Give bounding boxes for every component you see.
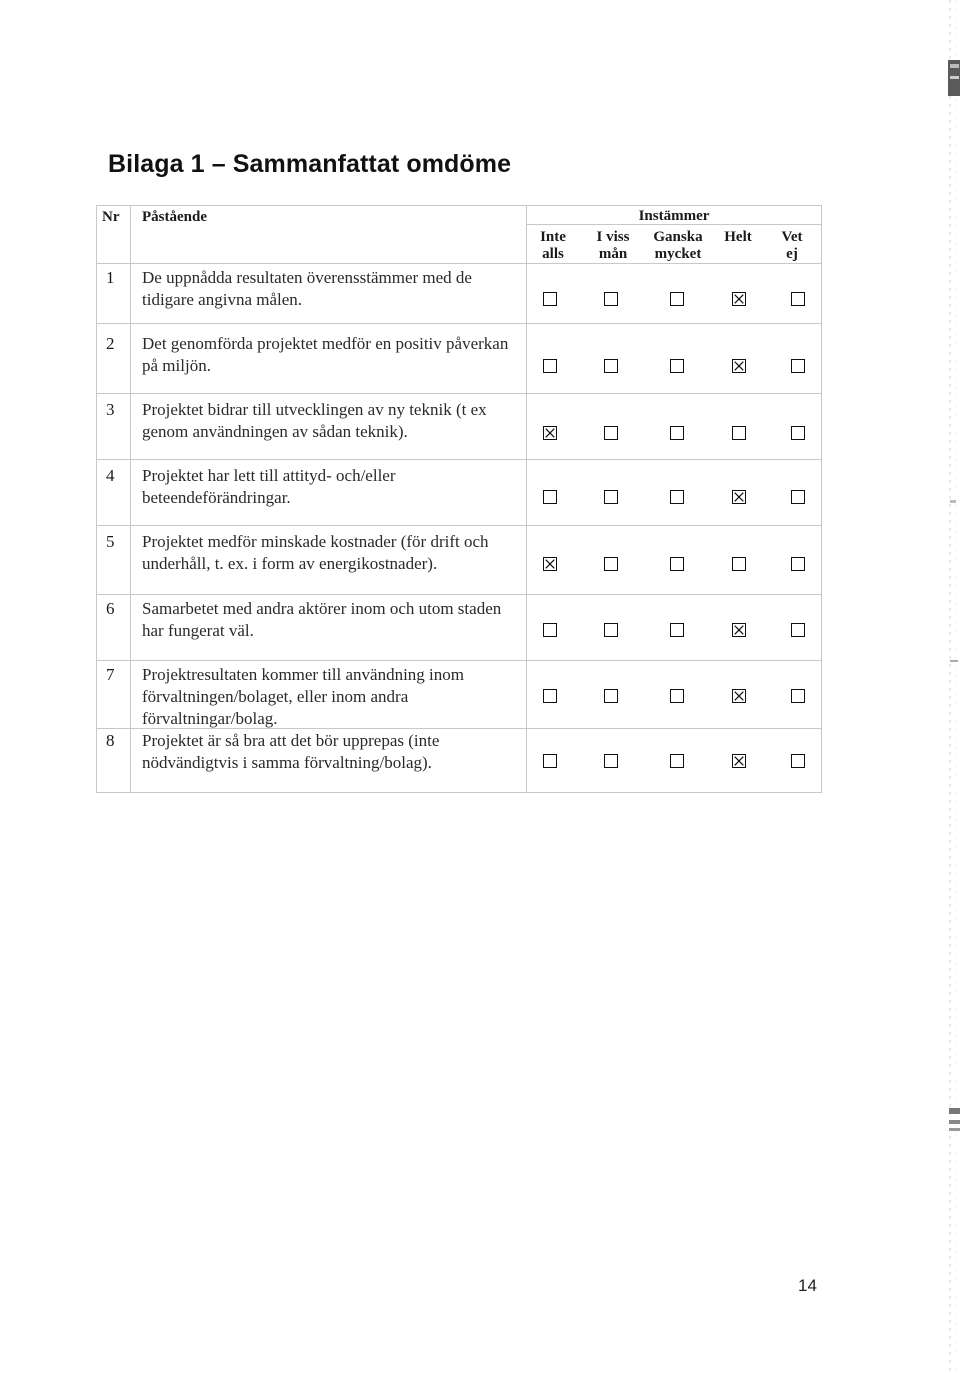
checkbox-i-viss-man[interactable]	[604, 292, 618, 306]
checkbox-inte-alls[interactable]	[543, 754, 557, 768]
checkbox-helt[interactable]	[732, 426, 746, 440]
header-statement: Påstående	[142, 209, 207, 225]
checkbox-vet-ej[interactable]	[791, 623, 805, 637]
checkbox-ganska-mycket[interactable]	[670, 426, 684, 440]
header-option-vet-ej: Vet ej	[781, 229, 803, 262]
checkbox-vet-ej[interactable]	[791, 490, 805, 504]
checkbox-vet-ej[interactable]	[791, 689, 805, 703]
table-border-top	[96, 205, 822, 206]
row-divider	[96, 728, 822, 729]
header-option-helt: Helt	[724, 229, 752, 245]
checkbox-helt[interactable]	[732, 623, 746, 637]
checkbox-i-viss-man[interactable]	[604, 557, 618, 571]
checkbox-helt[interactable]	[732, 359, 746, 373]
checkbox-cross-icon	[544, 427, 556, 439]
row-number: 7	[106, 665, 115, 684]
header-nr: Nr	[102, 209, 120, 225]
checkbox-cross-icon	[733, 755, 745, 767]
checkbox-helt[interactable]	[732, 689, 746, 703]
page-title: Bilaga 1 – Sammanfattat omdöme	[108, 150, 512, 178]
row-divider	[96, 525, 822, 526]
row-statement: Projektresultaten kommer till användning inom förvaltningen/bolaget, eller inom andra förvaltningar/bolag.	[142, 665, 464, 728]
checkbox-cross-icon	[544, 558, 556, 570]
row-statement: Samarbetet med andra aktörer inom och utom staden har fungerat väl.	[142, 599, 502, 640]
checkbox-inte-alls[interactable]	[543, 359, 557, 373]
row-number: 5	[106, 532, 115, 551]
row-number: 8	[106, 731, 115, 750]
checkbox-cross-icon	[733, 624, 745, 636]
checkbox-cross-icon	[733, 360, 745, 372]
table-border-left	[96, 205, 97, 793]
checkbox-inte-alls[interactable]	[543, 292, 557, 306]
header-group-label: Instämmer	[638, 208, 710, 224]
row-number: 3	[106, 400, 115, 419]
checkbox-inte-alls[interactable]	[543, 689, 557, 703]
row-number: 1	[106, 268, 115, 287]
checkbox-vet-ej[interactable]	[791, 359, 805, 373]
row-divider	[96, 393, 822, 394]
checkbox-cross-icon	[733, 491, 745, 503]
page-number: 14	[798, 1276, 817, 1295]
checkbox-i-viss-man[interactable]	[604, 359, 618, 373]
checkbox-vet-ej[interactable]	[791, 754, 805, 768]
checkbox-ganska-mycket[interactable]	[670, 292, 684, 306]
checkbox-ganska-mycket[interactable]	[670, 623, 684, 637]
checkbox-i-viss-man[interactable]	[604, 426, 618, 440]
checkbox-i-viss-man[interactable]	[604, 490, 618, 504]
checkbox-helt[interactable]	[732, 754, 746, 768]
row-statement: Projektet har lett till attityd- och/eller beteendeförändringar.	[142, 466, 396, 507]
checkbox-cross-icon	[733, 690, 745, 702]
checkbox-ganska-mycket[interactable]	[670, 490, 684, 504]
row-divider	[96, 323, 822, 324]
checkbox-ganska-mycket[interactable]	[670, 689, 684, 703]
header-option-ganska-mycket: Ganska mycket	[653, 229, 703, 262]
checkbox-helt[interactable]	[732, 557, 746, 571]
header-divider	[96, 263, 822, 264]
checkbox-inte-alls[interactable]	[543, 623, 557, 637]
checkbox-ganska-mycket[interactable]	[670, 359, 684, 373]
header-option-i-viss-man: I viss mån	[596, 229, 630, 262]
row-statement: Projektet är så bra att det bör upprepas (inte nödvändigtvis i samma förvaltning/bolag).	[142, 731, 440, 772]
row-statement: De uppnådda resultaten överensstämmer med de tidigare angivna målen.	[142, 268, 472, 309]
row-statement: Projektet bidrar till utvecklingen av ny teknik (t ex genom användningen av sådan teknik).	[142, 400, 487, 441]
checkbox-i-viss-man[interactable]	[604, 623, 618, 637]
checkbox-ganska-mycket[interactable]	[670, 754, 684, 768]
row-number: 2	[106, 334, 115, 353]
checkbox-i-viss-man[interactable]	[604, 689, 618, 703]
row-statement: Det genomförda projektet medför en positiv påverkan på miljön.	[142, 334, 509, 375]
row-divider	[96, 594, 822, 595]
row-statement: Projektet medför minskade kostnader (för drift och underhåll, t. ex. i form av energikostnader).	[142, 532, 489, 573]
row-divider	[96, 660, 822, 661]
nr-column-divider	[130, 205, 131, 793]
header-option-inte-alls: Inte alls	[540, 229, 566, 262]
checkbox-inte-alls[interactable]	[543, 426, 557, 440]
scan-edge-artifact	[938, 0, 960, 1374]
checkbox-vet-ej[interactable]	[791, 426, 805, 440]
checkbox-ganska-mycket[interactable]	[670, 557, 684, 571]
statement-column-divider	[526, 205, 527, 793]
table-border-right	[821, 205, 822, 793]
checkbox-vet-ej[interactable]	[791, 292, 805, 306]
survey-table	[96, 205, 822, 793]
row-number: 4	[106, 466, 115, 485]
checkbox-helt[interactable]	[732, 490, 746, 504]
checkbox-vet-ej[interactable]	[791, 557, 805, 571]
checkbox-inte-alls[interactable]	[543, 490, 557, 504]
checkbox-cross-icon	[733, 293, 745, 305]
checkbox-inte-alls[interactable]	[543, 557, 557, 571]
table-border-bottom	[96, 792, 822, 793]
row-number: 6	[106, 599, 115, 618]
checkbox-helt[interactable]	[732, 292, 746, 306]
checkbox-i-viss-man[interactable]	[604, 754, 618, 768]
row-divider	[96, 459, 822, 460]
